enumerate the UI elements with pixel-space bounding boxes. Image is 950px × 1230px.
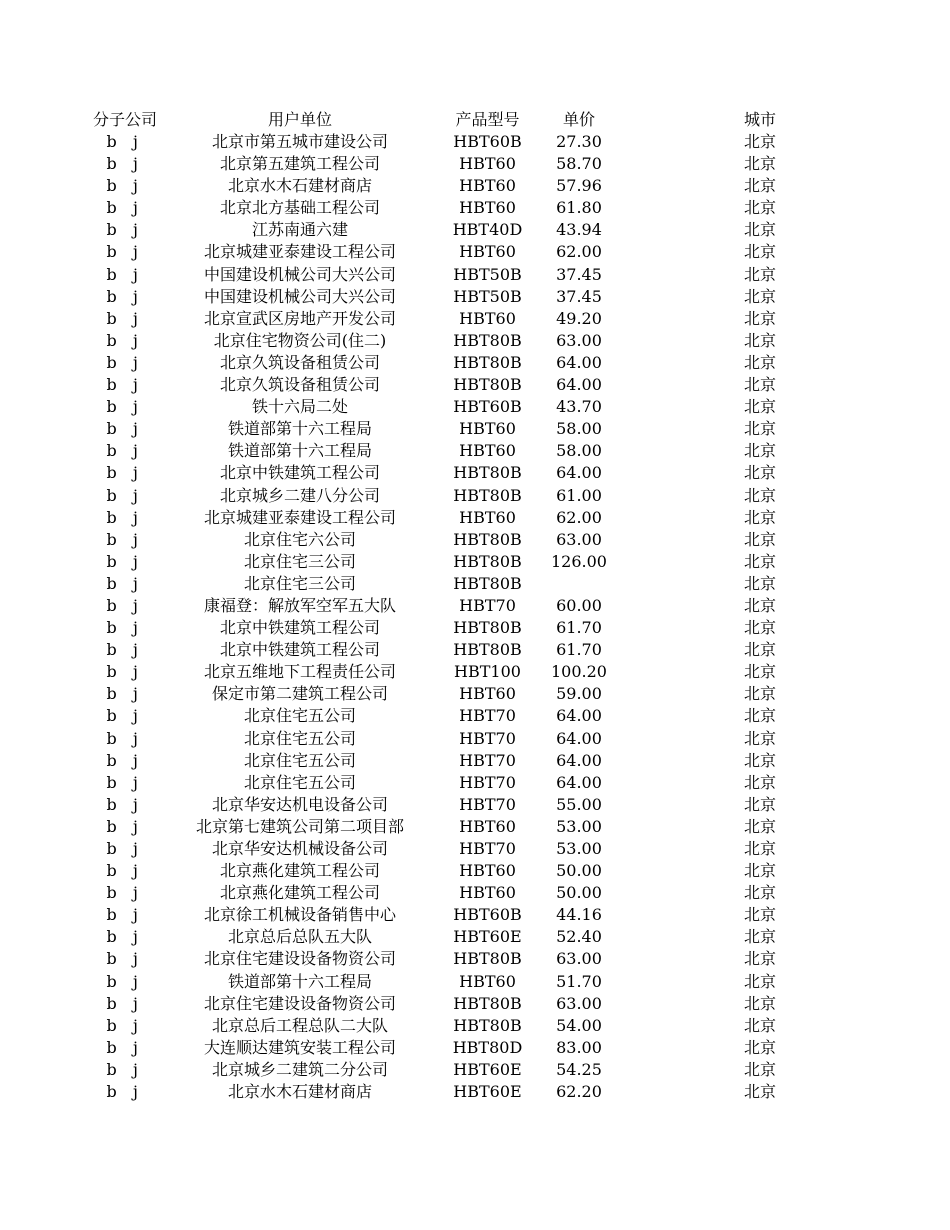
table-row: [0, 860, 950, 882]
cell-model[interactable]: HBT60B: [453, 397, 522, 417]
cell-model[interactable]: HBT50B: [453, 264, 522, 284]
table-body: [0, 131, 950, 1103]
cell-price[interactable]: 51.70: [556, 971, 602, 991]
table-row: [0, 705, 950, 727]
cell-model[interactable]: HBT60: [459, 419, 516, 439]
cell-city[interactable]: 北京: [743, 794, 776, 814]
cell-price[interactable]: 100.20: [551, 662, 607, 682]
cell-price[interactable]: 52.40: [556, 927, 602, 947]
cell-unit[interactable]: 北京住宅六公司: [243, 529, 356, 549]
cell-price[interactable]: 83.00: [556, 1037, 602, 1057]
cell-city[interactable]: 北京: [743, 220, 776, 240]
table-row: [0, 971, 950, 993]
cell-model[interactable]: HBT50B: [453, 286, 522, 306]
header-unit[interactable]: 用户单位: [267, 110, 332, 129]
cell-unit[interactable]: 北京中铁建筑工程公司: [219, 618, 380, 638]
cell-city[interactable]: 北京: [743, 971, 776, 991]
table-row: [0, 396, 950, 418]
table-row: [0, 948, 950, 970]
cell-price[interactable]: 58.70: [556, 154, 602, 174]
table-row: [0, 153, 950, 175]
cell-price[interactable]: 63.00: [556, 993, 602, 1013]
cell-price[interactable]: 64.00: [556, 706, 602, 726]
cell-city[interactable]: 北京: [743, 397, 776, 417]
cell-branch[interactable]: b j: [106, 242, 144, 262]
cell-city[interactable]: 北京: [743, 839, 776, 858]
cell-unit[interactable]: 北京城建亚泰建设工程公司: [203, 507, 396, 527]
cell-price[interactable]: 61.70: [556, 618, 602, 638]
table-row: [0, 1037, 950, 1059]
cell-city[interactable]: 北京: [743, 750, 776, 770]
cell-model[interactable]: HBT70: [459, 750, 516, 770]
cell-city[interactable]: 北京: [743, 1037, 776, 1057]
cell-model[interactable]: HBT60E: [453, 1059, 522, 1079]
table-row: [0, 1059, 950, 1081]
cell-price[interactable]: 64.00: [556, 375, 602, 395]
cell-unit[interactable]: 大连顺达建筑安装工程公司: [203, 1037, 396, 1057]
cell-branch[interactable]: b j: [106, 330, 144, 350]
cell-model[interactable]: HBT60: [459, 883, 516, 903]
table-row: [0, 286, 950, 308]
table-row: [0, 264, 950, 286]
cell-price[interactable]: 61.70: [556, 640, 602, 660]
cell-unit[interactable]: 北京住宅建设设备物资公司: [203, 993, 396, 1013]
cell-city[interactable]: 北京: [743, 618, 776, 638]
cell-unit[interactable]: 北京市第五城市建设公司: [211, 132, 388, 151]
cell-branch[interactable]: b j: [106, 551, 144, 571]
table-row: [0, 440, 950, 462]
cell-city[interactable]: 北京: [743, 419, 776, 439]
cell-unit[interactable]: 北京华安达机电设备公司: [211, 794, 388, 814]
cell-city[interactable]: 北京: [743, 242, 776, 262]
cell-city[interactable]: 北京: [743, 927, 776, 947]
cell-unit[interactable]: 北京华安达机械设备公司: [211, 839, 388, 858]
cell-price[interactable]: 54.25: [556, 1059, 602, 1079]
cell-branch[interactable]: b j: [106, 1082, 144, 1102]
cell-city[interactable]: 北京: [743, 883, 776, 903]
cell-price[interactable]: 126.00: [551, 551, 607, 571]
cell-branch[interactable]: b j: [106, 662, 144, 682]
cell-branch[interactable]: b j: [106, 993, 144, 1013]
cell-branch[interactable]: b j: [106, 839, 144, 858]
cell-city[interactable]: 北京: [743, 132, 776, 151]
cell-price[interactable]: 61.80: [556, 198, 602, 218]
cell-unit[interactable]: 北京燕化建筑工程公司: [219, 883, 380, 903]
cell-price[interactable]: 55.00: [556, 794, 602, 814]
cell-price[interactable]: 62.20: [556, 1082, 602, 1102]
cell-price[interactable]: 63.00: [556, 949, 602, 969]
cell-branch[interactable]: b j: [106, 397, 144, 417]
cell-model[interactable]: HBT70: [459, 706, 516, 726]
cell-branch[interactable]: b j: [106, 264, 144, 284]
cell-branch[interactable]: b j: [106, 618, 144, 638]
cell-unit[interactable]: 北京总后总队五大队: [227, 927, 372, 947]
cell-model[interactable]: HBT70: [459, 772, 516, 792]
cell-price[interactable]: 43.70: [556, 397, 602, 417]
cell-city[interactable]: 北京: [743, 463, 776, 483]
cell-city[interactable]: 北京: [743, 198, 776, 218]
cell-unit[interactable]: 北京燕化建筑工程公司: [219, 861, 380, 881]
cell-branch[interactable]: b j: [106, 573, 144, 593]
cell-model[interactable]: HBT80B: [453, 330, 522, 350]
cell-city[interactable]: 北京: [743, 949, 776, 969]
cell-branch[interactable]: b j: [106, 507, 144, 527]
cell-unit[interactable]: 北京住宅三公司: [243, 551, 356, 571]
cell-branch[interactable]: b j: [106, 198, 144, 218]
spreadsheet-table: [0, 108, 950, 1103]
cell-branch[interactable]: b j: [106, 905, 144, 925]
cell-price[interactable]: 58.00: [556, 441, 602, 461]
cell-city[interactable]: 北京: [743, 330, 776, 350]
cell-unit[interactable]: 康福登：解放军空军五大队: [203, 595, 396, 615]
cell-city[interactable]: 北京: [743, 485, 776, 505]
cell-branch[interactable]: b j: [106, 883, 144, 903]
cell-city[interactable]: 北京: [743, 154, 776, 174]
table-row: [0, 374, 950, 396]
cell-price[interactable]: 59.00: [556, 684, 602, 704]
cell-price[interactable]: 61.00: [556, 485, 602, 505]
cell-city[interactable]: 北京: [743, 176, 776, 196]
cell-unit[interactable]: 北京住宅五公司: [243, 750, 356, 770]
cell-model[interactable]: HBT60: [459, 198, 516, 218]
table-row: [0, 595, 950, 617]
cell-model[interactable]: HBT60: [459, 176, 516, 196]
cell-branch[interactable]: b j: [106, 375, 144, 395]
cell-city[interactable]: 北京: [743, 375, 776, 395]
cell-branch[interactable]: b j: [106, 772, 144, 792]
header-branch[interactable]: 分子公司: [92, 110, 157, 129]
cell-model[interactable]: HBT60: [459, 154, 516, 174]
table-row: [0, 904, 950, 926]
cell-model[interactable]: HBT80B: [453, 949, 522, 969]
cell-city[interactable]: 北京: [743, 551, 776, 571]
cell-price[interactable]: 57.96: [556, 176, 602, 196]
cell-unit[interactable]: 北京住宅三公司: [243, 573, 356, 593]
cell-model[interactable]: HBT60: [459, 441, 516, 461]
cell-unit[interactable]: 北京中铁建筑工程公司: [219, 463, 380, 483]
table-row: [0, 507, 950, 529]
cell-unit[interactable]: 北京住宅建设设备物资公司: [203, 949, 396, 969]
cell-model[interactable]: HBT60: [459, 816, 516, 836]
cell-branch[interactable]: b j: [106, 816, 144, 836]
cell-model[interactable]: HBT60: [459, 242, 516, 262]
cell-branch[interactable]: b j: [106, 352, 144, 372]
cell-city[interactable]: 北京: [743, 573, 776, 593]
cell-unit[interactable]: 北京总后工程总队二大队: [211, 1015, 388, 1035]
table-header-row: [0, 108, 950, 131]
cell-model[interactable]: HBT70: [459, 794, 516, 814]
cell-unit[interactable]: 北京中铁建筑工程公司: [219, 640, 380, 660]
cell-city[interactable]: 北京: [743, 264, 776, 284]
cell-city[interactable]: 北京: [743, 1059, 776, 1079]
cell-model[interactable]: HBT60B: [453, 905, 522, 925]
cell-price[interactable]: 50.00: [556, 861, 602, 881]
table-row: [0, 683, 950, 705]
cell-unit[interactable]: 铁道部第十六工程局: [227, 441, 372, 461]
cell-price[interactable]: 64.00: [556, 728, 602, 748]
table-row: [0, 308, 950, 330]
table-row: [0, 418, 950, 440]
cell-model[interactable]: HBT60B: [453, 132, 522, 151]
cell-city[interactable]: 北京: [743, 308, 776, 328]
cell-unit[interactable]: 北京第五建筑工程公司: [219, 154, 380, 174]
header-city[interactable]: 城市: [743, 110, 776, 129]
cell-model[interactable]: HBT80B: [453, 1015, 522, 1035]
cell-city[interactable]: 北京: [743, 441, 776, 461]
cell-model[interactable]: HBT80B: [453, 375, 522, 395]
cell-branch[interactable]: b j: [106, 640, 144, 660]
table-row: [0, 1081, 950, 1103]
table-row: [0, 772, 950, 794]
cell-unit[interactable]: 中国建设机械公司大兴公司: [203, 264, 396, 284]
cell-model[interactable]: HBT80B: [453, 485, 522, 505]
cell-unit[interactable]: 北京宣武区房地产开发公司: [203, 308, 396, 328]
cell-branch[interactable]: b j: [106, 154, 144, 174]
cell-model[interactable]: HBT70: [459, 839, 516, 858]
cell-unit[interactable]: 北京久筑设备租赁公司: [219, 352, 380, 372]
cell-model[interactable]: HBT80B: [453, 352, 522, 372]
cell-model[interactable]: HBT60: [459, 971, 516, 991]
cell-price[interactable]: 60.00: [556, 595, 602, 615]
cell-city[interactable]: 北京: [743, 728, 776, 748]
cell-unit[interactable]: 北京第七建筑公司第二项目部: [195, 816, 404, 836]
table-row: [0, 750, 950, 772]
table-row: [0, 1015, 950, 1037]
table-row: [0, 728, 950, 750]
cell-price[interactable]: 49.20: [556, 308, 602, 328]
cell-price[interactable]: 53.00: [556, 816, 602, 836]
cell-price[interactable]: 27.30: [556, 132, 602, 151]
cell-branch[interactable]: b j: [106, 1037, 144, 1057]
table-row: [0, 462, 950, 484]
cell-model[interactable]: HBT80B: [453, 529, 522, 549]
cell-unit[interactable]: 北京城乡二建筑二分公司: [211, 1059, 388, 1079]
cell-unit[interactable]: 江苏南通六建: [251, 220, 348, 240]
cell-model[interactable]: HBT70: [459, 595, 516, 615]
cell-model[interactable]: HBT60E: [453, 1082, 522, 1102]
cell-city[interactable]: 北京: [743, 993, 776, 1013]
cell-price[interactable]: 64.00: [556, 772, 602, 792]
table-row: [0, 241, 950, 263]
table-row: [0, 573, 950, 595]
cell-unit[interactable]: 北京城乡二建八分公司: [219, 485, 380, 505]
cell-model[interactable]: HBT80B: [453, 551, 522, 571]
cell-city[interactable]: 北京: [743, 706, 776, 726]
cell-city[interactable]: 北京: [743, 816, 776, 836]
cell-unit[interactable]: 北京城建亚泰建设工程公司: [203, 242, 396, 262]
cell-price[interactable]: 63.00: [556, 529, 602, 549]
cell-branch[interactable]: b j: [106, 750, 144, 770]
cell-branch[interactable]: b j: [106, 441, 144, 461]
cell-branch[interactable]: b j: [106, 728, 144, 748]
cell-city[interactable]: 北京: [743, 640, 776, 660]
cell-price[interactable]: 62.00: [556, 507, 602, 527]
table-row: [0, 551, 950, 573]
cell-unit[interactable]: 中国建设机械公司大兴公司: [203, 286, 396, 306]
cell-city[interactable]: 北京: [743, 905, 776, 925]
table-row: [0, 926, 950, 948]
table-row: [0, 352, 950, 374]
cell-model[interactable]: HBT80B: [453, 993, 522, 1013]
cell-branch[interactable]: b j: [106, 529, 144, 549]
cell-model[interactable]: HBT80B: [453, 618, 522, 638]
cell-branch[interactable]: b j: [106, 861, 144, 881]
cell-branch[interactable]: b j: [106, 176, 144, 196]
cell-model[interactable]: HBT100: [454, 662, 521, 682]
cell-model[interactable]: HBT60: [459, 861, 516, 881]
header-price[interactable]: 单价: [562, 110, 595, 129]
cell-unit[interactable]: 北京五维地下工程责任公司: [203, 662, 396, 682]
table-row: [0, 617, 950, 639]
cell-city[interactable]: 北京: [743, 286, 776, 306]
cell-city[interactable]: 北京: [743, 861, 776, 881]
cell-model[interactable]: HBT80B: [453, 640, 522, 660]
cell-branch[interactable]: b j: [106, 794, 144, 814]
table-row: [0, 330, 950, 352]
cell-price[interactable]: 44.16: [556, 905, 602, 925]
table-row: [0, 529, 950, 551]
cell-city[interactable]: 北京: [743, 529, 776, 549]
cell-price[interactable]: 63.00: [556, 330, 602, 350]
cell-price[interactable]: 64.00: [556, 750, 602, 770]
table-row: [0, 219, 950, 241]
cell-price[interactable]: 50.00: [556, 883, 602, 903]
cell-unit[interactable]: 北京久筑设备租赁公司: [219, 375, 380, 395]
cell-city[interactable]: 北京: [743, 352, 776, 372]
cell-model[interactable]: HBT40D: [452, 220, 523, 240]
cell-unit[interactable]: 北京水木石建材商店: [227, 176, 372, 196]
cell-model[interactable]: HBT80B: [453, 463, 522, 483]
table-row: [0, 639, 950, 661]
cell-unit[interactable]: 铁道部第十六工程局: [227, 419, 372, 439]
table-row: [0, 661, 950, 683]
cell-model[interactable]: HBT60: [459, 684, 516, 704]
cell-branch[interactable]: b j: [106, 419, 144, 439]
cell-city[interactable]: 北京: [743, 1015, 776, 1035]
cell-price[interactable]: 37.45: [556, 264, 602, 284]
cell-price[interactable]: 37.45: [556, 286, 602, 306]
table-row: [0, 882, 950, 904]
cell-branch[interactable]: b j: [106, 949, 144, 969]
table-row: [0, 993, 950, 1015]
table-row: [0, 816, 950, 838]
cell-branch[interactable]: b j: [106, 1015, 144, 1035]
cell-unit[interactable]: 北京徐工机械设备销售中心: [203, 905, 396, 925]
cell-city[interactable]: 北京: [743, 1082, 776, 1102]
cell-city[interactable]: 北京: [743, 772, 776, 792]
table-row: [0, 175, 950, 197]
table-row: [0, 794, 950, 816]
cell-branch[interactable]: b j: [106, 706, 144, 726]
cell-model[interactable]: HBT80B: [453, 573, 522, 593]
cell-branch[interactable]: b j: [106, 308, 144, 328]
cell-branch[interactable]: b j: [106, 971, 144, 991]
cell-unit[interactable]: 铁十六局二处: [251, 397, 348, 417]
cell-price[interactable]: 64.00: [556, 463, 602, 483]
cell-unit[interactable]: 北京住宅五公司: [243, 706, 356, 726]
cell-price[interactable]: 58.00: [556, 419, 602, 439]
table-row: [0, 838, 950, 860]
cell-unit[interactable]: 保定市第二建筑工程公司: [211, 684, 388, 704]
cell-unit[interactable]: 铁道部第十六工程局: [227, 971, 372, 991]
cell-price[interactable]: 62.00: [556, 242, 602, 262]
cell-branch[interactable]: b j: [106, 463, 144, 483]
table-row: [0, 485, 950, 507]
cell-unit[interactable]: 北京住宅五公司: [243, 772, 356, 792]
cell-branch[interactable]: b j: [106, 595, 144, 615]
cell-model[interactable]: HBT70: [459, 728, 516, 748]
cell-branch[interactable]: b j: [106, 684, 144, 704]
cell-unit[interactable]: 北京住宅物资公司(住二): [213, 330, 387, 350]
cell-unit[interactable]: 北京北方基础工程公司: [219, 198, 380, 218]
cell-model[interactable]: HBT60E: [453, 927, 522, 947]
cell-model[interactable]: HBT80D: [452, 1037, 523, 1057]
cell-model[interactable]: HBT60: [459, 308, 516, 328]
cell-branch[interactable]: b j: [106, 927, 144, 947]
cell-branch[interactable]: b j: [106, 286, 144, 306]
cell-unit[interactable]: 北京水木石建材商店: [227, 1082, 372, 1102]
cell-price[interactable]: 64.00: [556, 352, 602, 372]
cell-branch[interactable]: b j: [106, 485, 144, 505]
cell-city[interactable]: 北京: [743, 595, 776, 615]
header-model[interactable]: 产品型号: [455, 110, 520, 129]
table-row: [0, 197, 950, 219]
cell-price[interactable]: 54.00: [556, 1015, 602, 1035]
cell-branch[interactable]: b j: [106, 132, 144, 151]
table-row: [0, 131, 950, 153]
cell-model[interactable]: HBT60: [459, 507, 516, 527]
cell-city[interactable]: 北京: [743, 684, 776, 704]
cell-price[interactable]: 53.00: [556, 839, 602, 858]
cell-branch[interactable]: b j: [106, 220, 144, 240]
cell-city[interactable]: 北京: [743, 507, 776, 527]
cell-branch[interactable]: b j: [106, 1059, 144, 1079]
cell-price[interactable]: 43.94: [556, 220, 602, 240]
cell-city[interactable]: 北京: [743, 662, 776, 682]
cell-unit[interactable]: 北京住宅五公司: [243, 728, 356, 748]
